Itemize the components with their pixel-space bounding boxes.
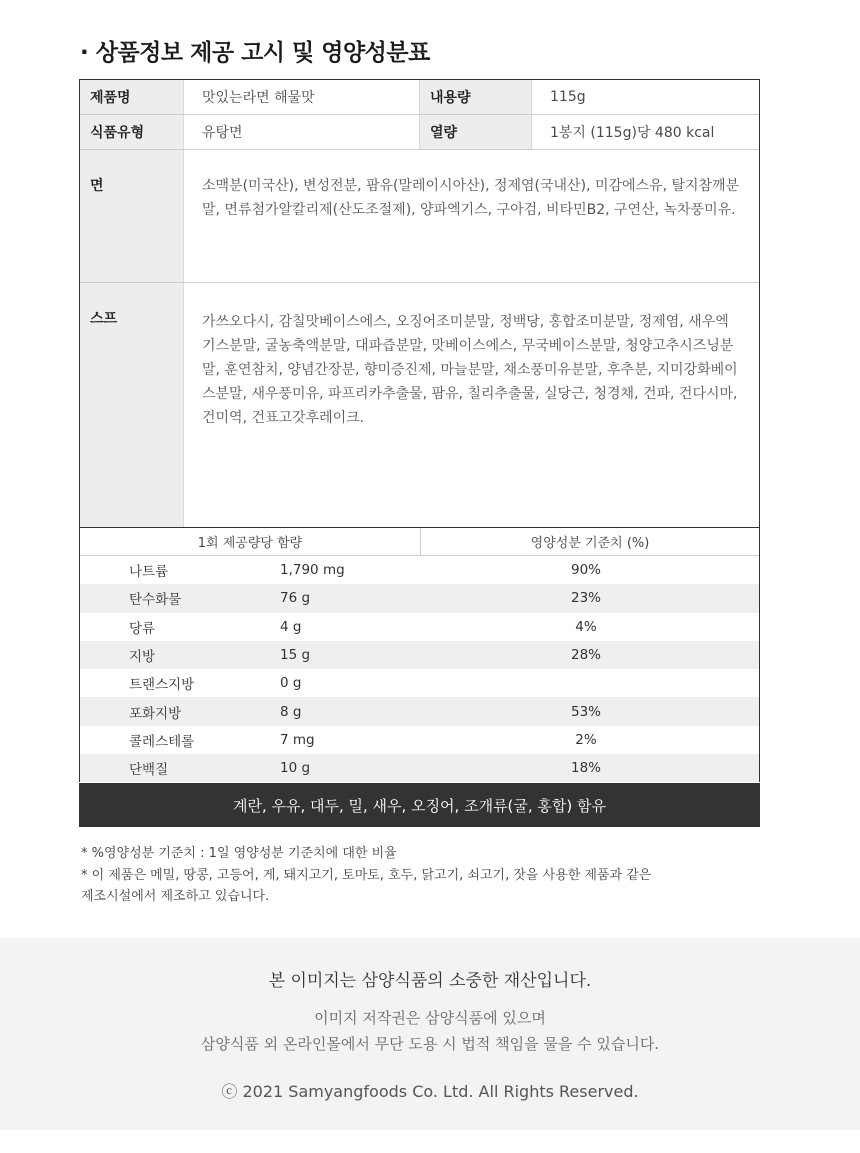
table-row [80,726,759,754]
table-row [80,697,759,725]
nutrient-pct: 53% [570,703,601,720]
nutrition-table [79,528,760,782]
nutrient-pct: 2% [575,731,597,748]
copyright-text: ⓒ 2021 Samyangfoods Co. Ltd. All Rights Reserved. [221,1082,639,1101]
footnote: * 이 제품은 메밀, 땅콩, 고등어, 게, 돼지고기, 토마토, 호두, 닭고기, 쇠고기, 잣을 사용한 제품과 같은 [81,867,652,883]
noodle-ingredients-row [80,150,759,283]
food-type-value: 유탕면 [184,115,420,149]
footnotes [81,843,651,908]
nutrient-amount: 4 g [280,618,302,635]
table-row [80,584,759,612]
table-row [80,613,759,641]
nutrient-name: 나트륨 [129,564,169,581]
nutrient-amount: 8 g [280,703,302,720]
footer-line: 이미지 저작권은 삼양식품에 있으며 [314,1009,546,1027]
product-info-table [79,79,760,528]
info-row [80,115,759,150]
soup-ingredients-row [80,283,759,528]
noodle-ingredients-text: 소맥분(미국산), 변성전분, 팜유(말레이시아산), 정제염(국내산), 미감에스유, 탈지참깨분말, 면류첨가알칼리제(산도조절제), 양파엑기스, 구아검, 비타민B2, 구연산, 녹차풍미유. [202,178,740,218]
nutrient-pct: 28% [570,647,601,664]
nutrient-amount: 0 g [280,675,302,692]
nutrient-amount: 7 mg [280,731,315,748]
volume-value: 115g [550,89,586,105]
nutrient-pct: 90% [570,562,601,579]
soup-label: 스프 [80,283,184,527]
nutrition-header [80,528,759,556]
nutrient-name: 지방 [129,649,156,666]
footnote: * %영양성분 기준치 : 1일 영양성분 기준치에 대한 비율 [81,846,397,861]
nutrient-amount: 1,790 mg [280,562,345,579]
soup-ingredients-text: 가쓰오다시, 감칠맛베이스에스, 오징어조미분말, 정백당, 홍합조미분말, 정제염, 새우엑기스분말, 굴농축액분말, 대파즙분말, 맛베이스에스, 무국베이스분말, 청양고추시즈닝분말, 훈연참치, 양념간장분, 향미증진제, 마늘분말, 채소풍미유분말, 후추분, 지미강화베이스분말, 새우풍미유, 파프리카추출물, 팜유, 칠리추출물, 실당근, 청경채, 건파, 건다시마, 건미역, 건표고갓후레이크. [202,314,738,426]
nutrient-name: 탄수화물 [129,592,182,609]
nutrition-header-pct: 영양성분 기준치 (%) [530,536,650,551]
allergen-banner: 계란, 우유, 대두, 밀, 새우, 오징어, 조개류(굴, 홍합) 함유 [79,783,760,827]
nutrient-name: 콜레스테롤 [129,733,195,750]
nutrient-pct: 4% [575,618,597,635]
section-title: · 상품정보 제공 고시 및 영양성분표 [80,40,430,66]
nutrient-name: 당류 [129,620,156,637]
calorie-value: 1봉지 (115g)당 480 kcal [550,125,715,141]
calorie-label: 열량 [420,115,532,149]
nutrient-amount: 10 g [280,760,311,777]
copyright-footer [0,938,860,1130]
nutrient-amount: 76 g [280,590,311,607]
food-type-label: 식품유형 [80,115,184,149]
table-row [80,556,759,584]
nutrient-name: 트랜스지방 [129,677,195,694]
nutrient-pct: 23% [570,590,601,607]
footer-line: 삼양식품 외 온라인몰에서 무단 도용 시 법적 책임을 물을 수 있습니다. [200,1035,660,1053]
info-row [80,80,759,115]
nutrition-header-amount: 1회 제공량당 함량 [80,528,421,555]
footnote: 제조시설에서 제조하고 있습니다. [81,889,270,904]
nutrient-amount: 15 g [280,647,311,664]
noodle-label: 면 [80,150,184,282]
table-row [80,754,759,782]
product-name-value: 맛있는라면 해물맛 [184,80,420,114]
volume-label: 내용량 [420,80,532,114]
footer-heading: 본 이미지는 삼양식품의 소중한 재산입니다. [268,971,592,991]
product-name-label: 제품명 [80,80,184,114]
nutrient-name: 포화지방 [129,705,182,722]
table-row [80,669,759,697]
table-row [80,641,759,669]
nutrient-pct: 18% [570,760,601,777]
nutrient-name: 단백질 [129,762,169,779]
